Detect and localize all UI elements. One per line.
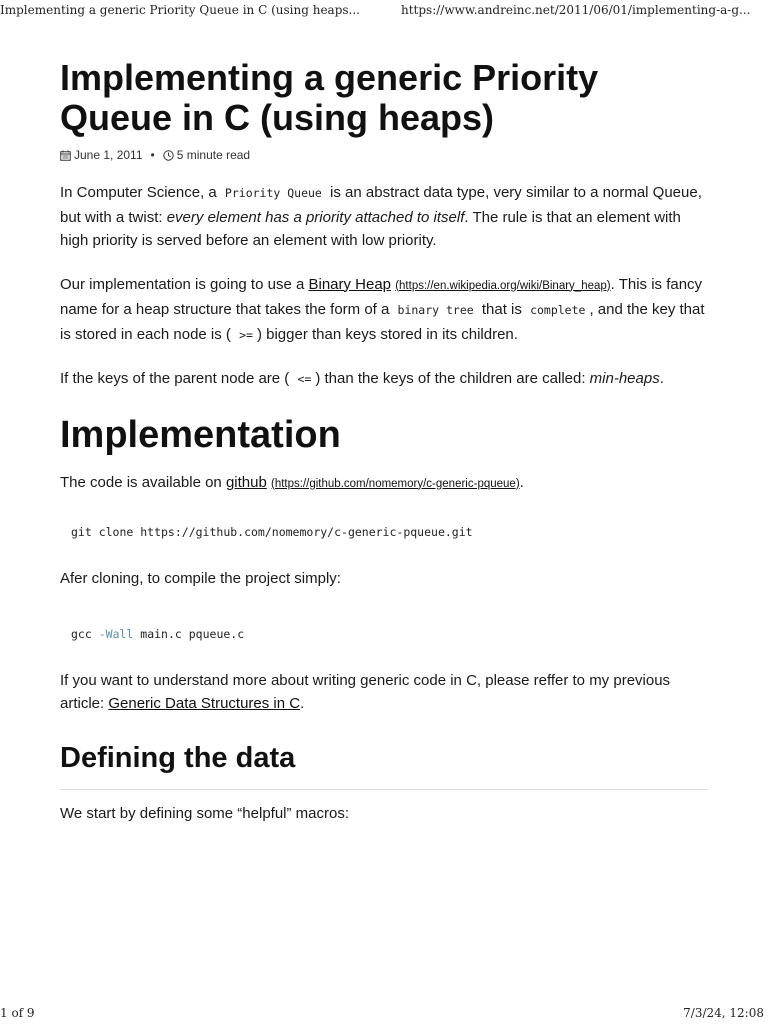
defining-paragraph-1: We start by defining some “helpful” macros:: [60, 804, 350, 822]
inline-code: <=: [297, 372, 312, 386]
binary-heap-link[interactable]: Binary Heap: [308, 275, 392, 293]
text: is an abstract data type, very similar to a normal Queue, but with a twist:: [60, 184, 702, 226]
text: The code is available on: [60, 473, 222, 491]
page-number: 1 of 9: [0, 1006, 35, 1020]
code-block-clone: git clone https://github.com/nomemory/c-generic-pqueue.git: [71, 525, 473, 539]
post-date: June 1, 2011: [74, 148, 143, 162]
article: [60, 58, 710, 825]
text: .: [300, 695, 305, 712]
binary-heap-url[interactable]: (https://en.wikipedia.org/wiki/Binary_heap): [395, 279, 611, 292]
generic-data-structures-link[interactable]: Generic Data Structures in C: [108, 695, 301, 712]
meta-separator: •: [150, 148, 155, 162]
read-time: 5 minute read: [176, 148, 251, 162]
calendar-icon: [60, 150, 71, 161]
intro-paragraph-3: [60, 367, 710, 392]
implementation-paragraph-2: Afer cloning, to compile the project simply:: [60, 570, 341, 587]
implementation-paragraph-1: [60, 471, 710, 497]
page-title: Implementing a generic Priority Queue in C (using heaps): [60, 57, 599, 138]
text: In Computer Science, a: [60, 184, 217, 201]
print-header-url: https://www.andreinc.net/2011/06/01/implementing-a-g...: [401, 3, 751, 17]
code-command: gcc: [71, 626, 92, 641]
implementation-paragraph-3: [60, 669, 710, 716]
inline-code: Priority Queue: [224, 186, 322, 200]
print-footer: [0, 1002, 768, 1024]
text: If you want to understand more about writing generic code in C, please reffer to my previous article:: [60, 671, 671, 712]
print-header: [0, 0, 768, 22]
emphasis: min-heaps: [589, 370, 660, 387]
print-header-title: Implementing a generic Priority Queue in C (using heaps...: [0, 3, 360, 17]
defining-data-heading: Defining the data: [60, 741, 296, 774]
text: . This is fancy name for a heap structure that takes the form of a: [60, 275, 703, 318]
intro-paragraph-2: [60, 273, 710, 348]
text: Our implementation is going to use a: [60, 275, 305, 293]
text: that is: [481, 301, 522, 318]
text: .: [659, 370, 664, 387]
github-link[interactable]: github: [225, 473, 267, 491]
text: ) bigger than keys stored in its children.: [256, 325, 518, 343]
post-meta: [60, 148, 710, 162]
print-datetime: 7/3/24, 12:08: [683, 1006, 764, 1020]
code-block-compile: [60, 626, 710, 642]
section-divider: [60, 789, 708, 790]
emphasis: every element has a priority attached to itself: [166, 208, 465, 226]
intro-paragraph-1: [60, 181, 710, 253]
code-flag: -Wall: [98, 626, 134, 641]
text: If the keys of the parent node are (: [60, 370, 290, 387]
code-args: main.c pqueue.c: [140, 626, 245, 641]
text: , and the key that is stored in each node is (: [60, 301, 705, 343]
inline-code: binary tree: [397, 303, 474, 317]
text: . The rule is that an element with high priority is served before an element with low priority.: [60, 208, 681, 249]
inline-code: >=: [239, 327, 253, 342]
github-url[interactable]: (https://github.com/nomemory/c-generic-pqueue): [271, 477, 520, 490]
inline-code: complete: [530, 303, 586, 317]
implementation-heading: Implementation: [60, 413, 341, 456]
text: ) than the keys of the children are called:: [315, 370, 586, 387]
clock-icon: [163, 150, 174, 161]
text: .: [519, 473, 524, 491]
